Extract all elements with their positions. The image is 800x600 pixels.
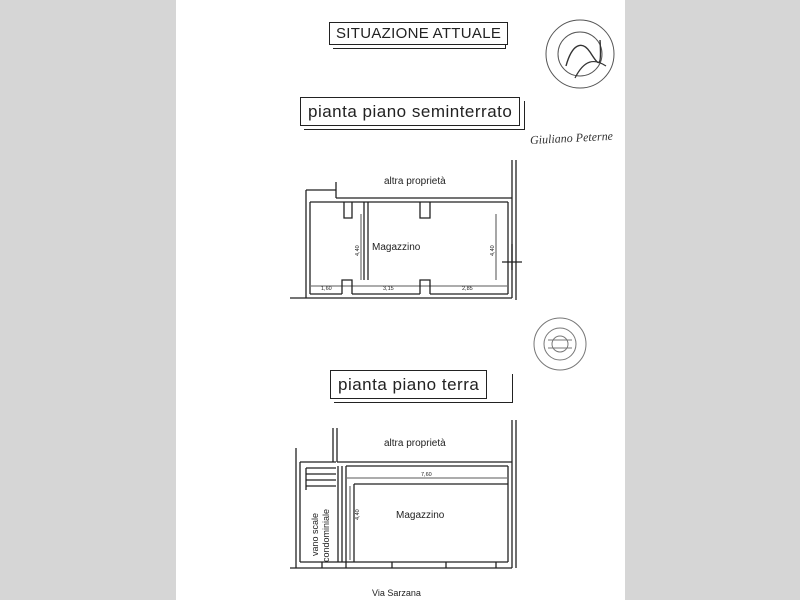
ground-floor-title: pianta piano terra (330, 370, 487, 399)
basement-floor-title: pianta piano seminterrato (300, 97, 520, 126)
ground-dim-width: 7,60 (421, 472, 432, 478)
notary-stamp-top (546, 20, 614, 88)
handwritten-signature: Giuliano Peterne (529, 128, 614, 148)
ground-dim-height: 4,40 (355, 509, 361, 520)
basement-dim-height-left: 4,40 (355, 245, 361, 256)
basement-neighbor-label: altra proprietà (384, 176, 446, 187)
basement-dim-width-2: 3,15 (383, 286, 394, 292)
ground-room-label: Magazzino (396, 510, 445, 521)
basement-room-label: Magazzino (372, 242, 421, 253)
notary-stamp-middle (534, 318, 586, 370)
page-title: SITUAZIONE ATTUALE (329, 22, 508, 45)
stairwell-label-line2: condominiale (321, 508, 331, 562)
ground-neighbor-label: altra proprietà (384, 438, 446, 449)
street-label: Via Sarzana (372, 588, 421, 598)
basement-dim-width-3: 2,85 (462, 286, 473, 292)
stairwell-label-line1: vano scale (310, 512, 320, 556)
basement-dim-width-1: 1,60 (321, 286, 332, 292)
basement-dim-height-right: 4,40 (490, 245, 496, 256)
